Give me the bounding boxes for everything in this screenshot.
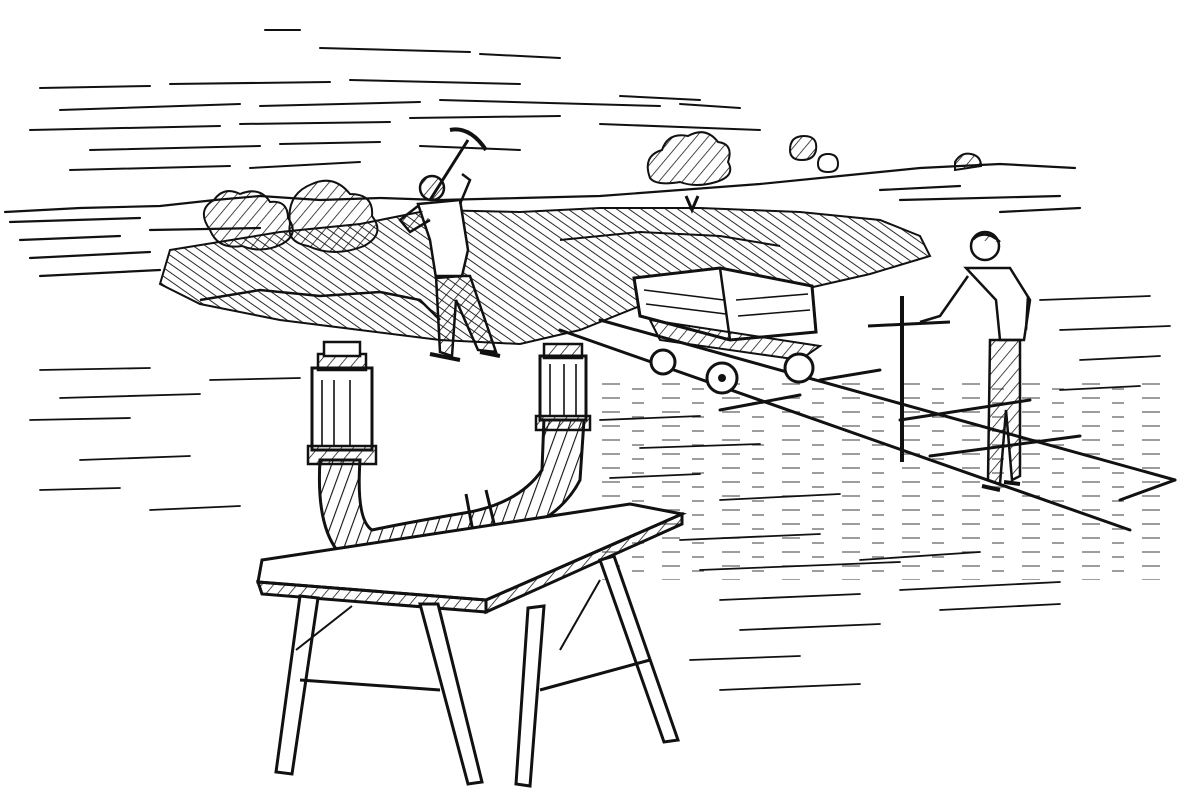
trestle-table-icon bbox=[258, 504, 682, 786]
sky-hatching bbox=[30, 30, 760, 170]
mine-cart-icon bbox=[634, 268, 820, 393]
ground-stipple bbox=[600, 380, 1160, 580]
